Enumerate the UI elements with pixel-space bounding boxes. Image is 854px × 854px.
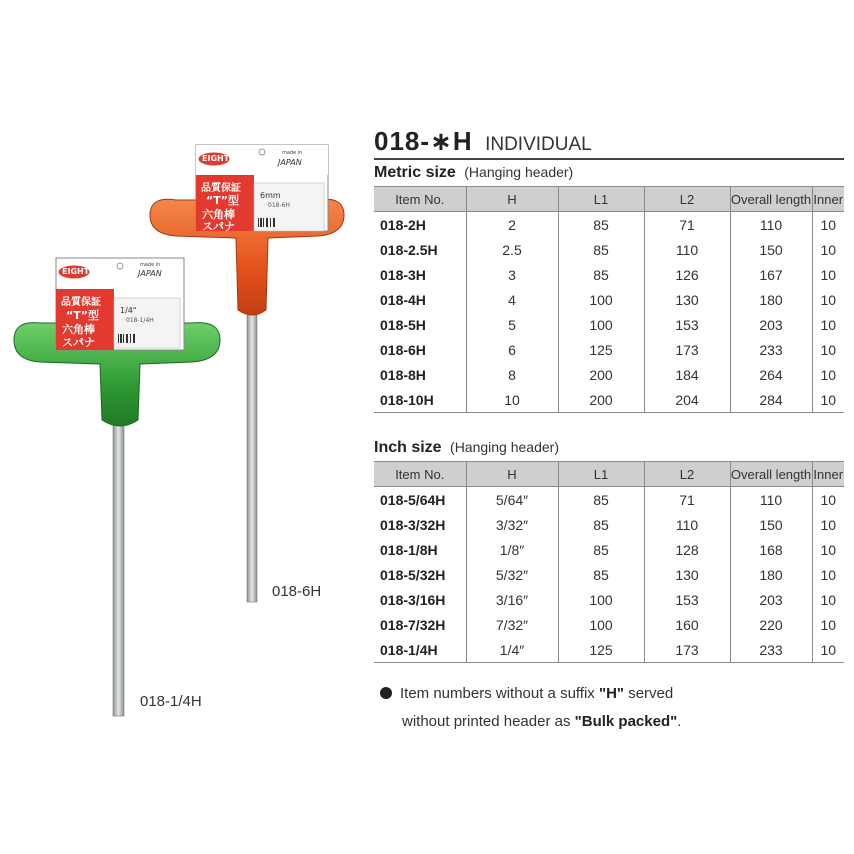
table-cell: 85 — [558, 512, 644, 537]
table-cell: 220 — [730, 612, 812, 637]
table-cell: 150 — [730, 237, 812, 262]
table-row — [374, 262, 844, 287]
table-cell: 10 — [812, 612, 844, 637]
table-cell: 10 — [812, 362, 844, 387]
bulk-note — [380, 680, 840, 736]
table-cell: 3/32″ — [466, 512, 558, 537]
orange-made-in: made in — [282, 150, 303, 156]
table-cell: 110 — [644, 512, 730, 537]
metric-col-header: Overall length — [730, 187, 812, 212]
table-cell: 85 — [558, 237, 644, 262]
green-quality: 品質保証 — [61, 297, 101, 308]
metric-header-row — [374, 187, 844, 212]
spec-title — [374, 126, 844, 158]
green-model-label: 018-1/4H — [140, 693, 202, 710]
table-row — [374, 387, 844, 413]
item-number-cell: 018-5/32H — [374, 562, 466, 587]
table-cell: 125 — [558, 337, 644, 362]
table-row — [374, 537, 844, 562]
table-cell: 10 — [812, 287, 844, 312]
table-cell: 110 — [730, 487, 812, 513]
table-cell: 264 — [730, 362, 812, 387]
table-row — [374, 337, 844, 362]
inch-col-header: Inner — [812, 462, 844, 487]
item-number-cell: 018-5/64H — [374, 487, 466, 513]
inch-col-header: Overall length — [730, 462, 812, 487]
table-cell: 168 — [730, 537, 812, 562]
table-cell: 5/32″ — [466, 562, 558, 587]
table-cell: 100 — [558, 612, 644, 637]
item-number-cell: 018-5H — [374, 312, 466, 337]
table-cell: 10 — [812, 512, 844, 537]
item-number-cell: 018-2H — [374, 212, 466, 238]
table-cell: 167 — [730, 262, 812, 287]
table-cell: 85 — [558, 537, 644, 562]
table-cell: 10 — [812, 262, 844, 287]
item-number-cell: 018-3H — [374, 262, 466, 287]
table-cell: 110 — [644, 237, 730, 262]
table-cell: 71 — [644, 212, 730, 238]
table-cell: 10 — [812, 587, 844, 612]
table-cell: 233 — [730, 637, 812, 663]
table-cell: 8 — [466, 362, 558, 387]
orange-name-line1: 六角棒 — [202, 208, 235, 221]
green-type-mark: “T”型 — [66, 309, 99, 322]
table-cell: 3/16″ — [466, 587, 558, 612]
table-cell: 10 — [812, 337, 844, 362]
orange-name-line2: スパナ — [202, 220, 235, 233]
orange-type-mark: “T”型 — [206, 194, 239, 207]
orange-quality: 品質保証 — [201, 183, 241, 194]
table-cell: 200 — [558, 362, 644, 387]
table-cell: 3 — [466, 262, 558, 287]
item-number-cell: 018-3/32H — [374, 512, 466, 537]
orange-size: 6mm — [260, 191, 281, 200]
metric-section-head — [374, 164, 844, 186]
product-illustration — [0, 0, 360, 854]
green-origin: JAPAN — [138, 269, 162, 278]
table-row — [374, 612, 844, 637]
table-cell: 5 — [466, 312, 558, 337]
table-cell: 203 — [730, 312, 812, 337]
green-code: 018-1/4H — [126, 317, 154, 324]
table-cell: 4 — [466, 287, 558, 312]
table-cell: 126 — [644, 262, 730, 287]
green-brand: EIGHT — [62, 267, 90, 276]
item-number-cell: 018-8H — [374, 362, 466, 387]
inch-col-header: H — [466, 462, 558, 487]
table-cell: 160 — [644, 612, 730, 637]
table-cell: 153 — [644, 312, 730, 337]
series-individual: INDIVIDUAL — [485, 134, 592, 155]
table-cell: 10 — [812, 312, 844, 337]
item-number-cell: 018-4H — [374, 287, 466, 312]
inch-col-header: Item No. — [374, 462, 466, 487]
table-cell: 100 — [558, 287, 644, 312]
table-cell: 100 — [558, 312, 644, 337]
item-number-cell: 018-10H — [374, 387, 466, 413]
table-cell: 85 — [558, 487, 644, 513]
inch-subtitle: (Hanging header) — [450, 439, 559, 455]
table-cell: 180 — [730, 287, 812, 312]
metric-col-header: H — [466, 187, 558, 212]
table-cell: 6 — [466, 337, 558, 362]
metric-col-header: L1 — [558, 187, 644, 212]
bullet-icon — [380, 687, 392, 699]
table-cell: 130 — [644, 287, 730, 312]
table-cell: 10 — [812, 387, 844, 413]
green-name-line1: 六角棒 — [62, 323, 95, 336]
series-code: 018-∗H — [374, 126, 473, 156]
orange-shaft — [247, 300, 257, 602]
table-cell: 233 — [730, 337, 812, 362]
table-cell: 180 — [730, 562, 812, 587]
table-cell: 10 — [812, 637, 844, 663]
green-made-in: made in — [140, 262, 161, 268]
item-number-cell: 018-7/32H — [374, 612, 466, 637]
item-number-cell: 018-1/4H — [374, 637, 466, 663]
metric-subtitle: (Hanging header) — [464, 164, 574, 180]
table-cell: 110 — [730, 212, 812, 238]
table-cell: 10 — [812, 237, 844, 262]
table-cell: 284 — [730, 387, 812, 413]
table-cell: 10 — [466, 387, 558, 413]
table-cell: 7/32″ — [466, 612, 558, 637]
table-cell: 184 — [644, 362, 730, 387]
metric-col-header: L2 — [644, 187, 730, 212]
table-cell: 203 — [730, 587, 812, 612]
table-cell: 173 — [644, 337, 730, 362]
item-number-cell: 018-3/16H — [374, 587, 466, 612]
table-row — [374, 362, 844, 387]
table-cell: 153 — [644, 587, 730, 612]
table-row — [374, 587, 844, 612]
note-line-1: Item numbers without a suffix "H" served — [380, 680, 840, 708]
item-number-cell: 018-6H — [374, 337, 466, 362]
table-row — [374, 287, 844, 312]
hex-key-drawing — [0, 0, 360, 854]
orange-code: 018-6H — [268, 202, 290, 209]
inch-section-head — [374, 439, 844, 461]
table-cell: 10 — [812, 212, 844, 238]
orange-origin: JAPAN — [278, 158, 302, 167]
inch-col-header: L1 — [558, 462, 644, 487]
table-cell: 204 — [644, 387, 730, 413]
table-cell: 2 — [466, 212, 558, 238]
table-cell: 5/64″ — [466, 487, 558, 513]
orange-brand: EIGHT — [202, 154, 230, 163]
table-cell: 2.5 — [466, 237, 558, 262]
table-cell: 200 — [558, 387, 644, 413]
green-size: 1/4" — [120, 306, 137, 315]
table-row — [374, 312, 844, 337]
table-cell: 85 — [558, 562, 644, 587]
table-cell: 125 — [558, 637, 644, 663]
table-row — [374, 562, 844, 587]
table-cell: 128 — [644, 537, 730, 562]
inch-col-header: L2 — [644, 462, 730, 487]
table-cell: 150 — [730, 512, 812, 537]
table-cell: 10 — [812, 562, 844, 587]
table-cell: 85 — [558, 262, 644, 287]
table-row — [374, 487, 844, 513]
metric-title: Metric size — [374, 164, 456, 181]
metric-col-header: Item No. — [374, 187, 466, 212]
table-cell: 85 — [558, 212, 644, 238]
table-row — [374, 512, 844, 537]
table-row — [374, 212, 844, 238]
table-row — [374, 637, 844, 663]
spec-sheet — [374, 126, 844, 663]
inch-title: Inch size — [374, 439, 442, 456]
metric-col-header: Inner — [812, 187, 844, 212]
item-number-cell: 018-2.5H — [374, 237, 466, 262]
table-cell: 1/4″ — [466, 637, 558, 663]
green-name-line2: スパナ — [62, 336, 95, 349]
green-shaft — [113, 400, 124, 716]
table-cell: 100 — [558, 587, 644, 612]
table-cell: 71 — [644, 487, 730, 513]
table-cell: 130 — [644, 562, 730, 587]
inch-header-row — [374, 462, 844, 487]
table-cell: 1/8″ — [466, 537, 558, 562]
table-cell: 10 — [812, 487, 844, 513]
orange-model-label: 018-6H — [272, 583, 322, 600]
metric-table — [374, 186, 844, 413]
table-row — [374, 237, 844, 262]
inch-table — [374, 461, 844, 663]
note-line-2: without printed header as "Bulk packed". — [402, 713, 682, 730]
table-cell: 10 — [812, 537, 844, 562]
title-rule — [374, 158, 844, 160]
item-number-cell: 018-1/8H — [374, 537, 466, 562]
table-cell: 173 — [644, 637, 730, 663]
